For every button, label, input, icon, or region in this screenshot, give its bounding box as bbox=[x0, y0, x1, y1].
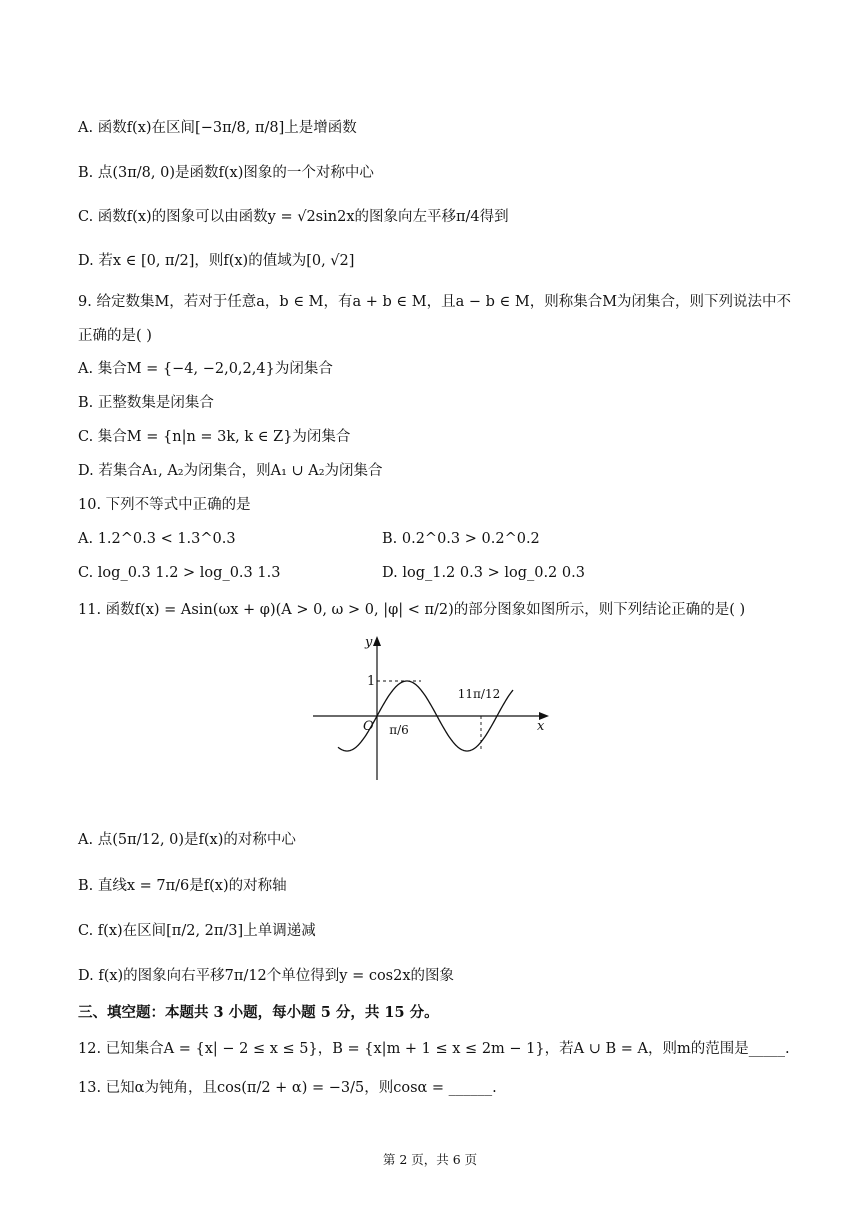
section-3-heading: 三、填空题：本题共 3 小题，每小题 5 分，共 15 分。 bbox=[78, 1004, 439, 1021]
q10-stem: 10. 下列不等式中正确的是 bbox=[78, 497, 251, 513]
page-footer: 第 2 页，共 6 页 bbox=[382, 1152, 478, 1167]
origin-label: O bbox=[363, 719, 374, 734]
q8-option-b: B. 点(3π/8, 0)是函数f(x)图象的一个对称中心 bbox=[78, 165, 374, 181]
y-axis-arrow-icon bbox=[373, 636, 381, 646]
q10-option-d: D. log_1.2 0.3 > log_0.2 0.3 bbox=[382, 565, 585, 581]
q9-option-b: B. 正整数集是闭集合 bbox=[78, 395, 214, 411]
q11-stem: 11. 函数f(x) = Asin(ωx + φ)(A > 0, ω > 0, |φ| < π/2)的部分图象如图所示，则下列结论正确的是( ) bbox=[78, 602, 746, 618]
q8-option-d: D. 若x ∈ [0, π/2]，则f(x)的值域为[0, √2] bbox=[78, 253, 355, 269]
q10-option-c: C. log_0.3 1.2 > log_0.3 1.3 bbox=[78, 565, 281, 581]
q12-text: 12. 已知集合A = {x| − 2 ≤ x ≤ 5}，B = {x|m + 1 ≤ x ≤ 2m − 1}，若A ∪ B = A，则m的范围是_____. bbox=[78, 1041, 790, 1057]
q11-option-b: B. 直线x = 7π/6是f(x)的对称轴 bbox=[78, 878, 287, 894]
q9-stem-line2: 正确的是( ) bbox=[78, 328, 152, 344]
x-tick-pi-6: π/6 bbox=[389, 723, 409, 737]
q13-text: 13. 已知α为钝角，且cos(π/2 + α) = −3/5，则cosα = ______. bbox=[78, 1080, 497, 1096]
q9-option-c: C. 集合M = {n|n = 3k, k ∈ Z}为闭集合 bbox=[78, 429, 351, 445]
y-axis-label: y bbox=[365, 635, 373, 650]
q11-sine-graph bbox=[305, 628, 555, 788]
q11-option-c: C. f(x)在区间[π/2, 2π/3]上单调递减 bbox=[78, 923, 316, 939]
q8-option-c: C. 函数f(x)的图象可以由函数y = √2sin2x的图象向左平移π/4得到 bbox=[78, 209, 509, 225]
x-tick-11pi-12: 11π/12 bbox=[457, 687, 501, 701]
q11-option-d: D. f(x)的图象向右平移7π/12个单位得到y = cos2x的图象 bbox=[78, 968, 455, 984]
q11-option-a: A. 点(5π/12, 0)是f(x)的对称中心 bbox=[78, 832, 296, 848]
x-axis-label: x bbox=[537, 719, 545, 734]
q9-option-a: A. 集合M = {−4, −2,0,2,4}为闭集合 bbox=[78, 361, 333, 377]
q9-option-d: D. 若集合A₁, A₂为闭集合，则A₁ ∪ A₂为闭集合 bbox=[78, 463, 383, 479]
q10-option-a: A. 1.2^0.3 < 1.3^0.3 bbox=[78, 531, 236, 547]
q8-option-a: A. 函数f(x)在区间[−3π/8, π/8]上是增函数 bbox=[78, 120, 357, 136]
q10-option-b: B. 0.2^0.3 > 0.2^0.2 bbox=[382, 531, 540, 547]
max-value-label: 1 bbox=[367, 674, 376, 689]
q9-stem-line1: 9. 给定数集M，若对于任意a，b ∈ M，有a + b ∈ M，且a − b ∈ M，则称集合M为闭集合，则下列说法中不 bbox=[78, 294, 792, 310]
